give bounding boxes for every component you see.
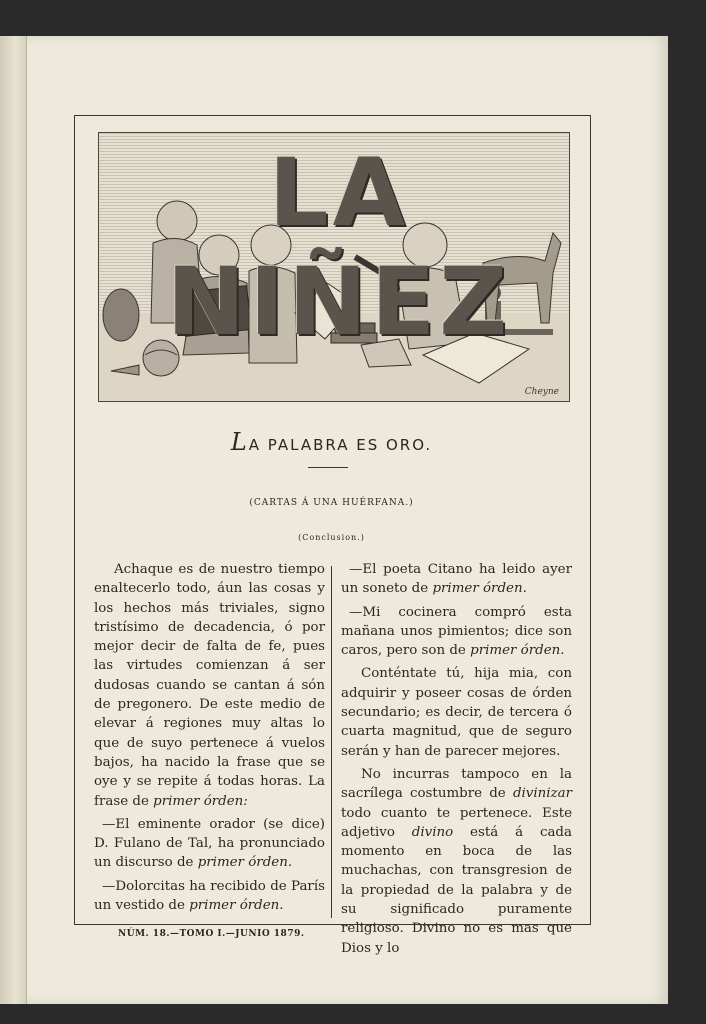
paragraph-text: —El eminente orador (se dice) D. Fulano de Tal, ha pronunciado un discurso de — [94, 816, 325, 871]
paragraph-text: —Dolorcitas ha recibido de París un vestido de — [94, 878, 325, 914]
paragraph-text: —Mi cocinera compró esta mañana unos pimientos; dice son caros, pero son de — [341, 604, 572, 659]
column-divider — [331, 566, 332, 918]
paragraph-text: está á cada momento en boca de las muchachas, con transgresion de la propiedad de la palabra y de su significado puramente religioso. Divino no es mas que Dios y lo — [341, 824, 572, 956]
paragraph — [94, 560, 325, 811]
paragraph-text: —El poeta Citano ha leido ayer un soneto de — [341, 562, 572, 597]
paragraph-text: todo cuanto te pertenece. Este adjetivo — [341, 805, 572, 840]
title-rest: A PALABRA ES ORO. — [248, 436, 433, 454]
masthead-title: LA NIÑEZ — [166, 139, 512, 357]
paragraph — [94, 877, 325, 916]
title-divider — [308, 467, 348, 468]
right-column — [341, 560, 572, 962]
article-subtitle: (CARTAS Á UNA HUÉRFANA.) — [249, 498, 414, 508]
issue-footer: NÚM. 18.—TOMO I.—JUNIO 1879. — [118, 929, 305, 939]
engraver-signature: Cheyne — [524, 387, 559, 397]
emphasis-text: primer órden. — [470, 643, 565, 659]
emphasis-text: primer órden. — [189, 898, 284, 914]
paragraph — [341, 765, 572, 958]
emphasis-text: primer órden. — [432, 581, 527, 597]
emphasis-text: primer órden: — [153, 793, 248, 809]
paragraph — [341, 603, 572, 661]
paragraph: Conténtate tú, hija mia, con adquirir y poseer cosas de órden secundario; es decir, de tercera ó cuarta magnitud, que de seguro serán y han de parecer mejores. — [341, 666, 572, 759]
emphasis-text: primer órden. — [197, 855, 293, 871]
paragraph-text: Achaque es de nuestro tiempo enaltecerlo todo, áun las cosas y los hechos más triviales, signo tristísimo de decadencia, ó por mejor decir de falta de fe, pues las virtudes comienzan á ser dudosas cuando se cantan á són de pregonero. De este medio de elevar á regiones muy altas lo que de suyo pertenece á vuelos bajos, ha nacido la frase que se oye y se repite á todas horas. La frase de — [94, 562, 325, 809]
left-column — [94, 560, 325, 919]
paragraph — [94, 815, 325, 873]
article-title — [74, 428, 589, 456]
title-initial: L — [230, 428, 249, 456]
emphasis-text: divino — [411, 824, 454, 840]
paragraph-text: No incurras tampoco en la sacrílega costumbre de — [341, 766, 572, 802]
book-spine — [0, 36, 27, 1004]
masthead-illustration — [98, 132, 570, 402]
paragraph — [341, 560, 572, 599]
emphasis-text: divinizar — [512, 786, 572, 802]
conclusion-note: (Conclusion.) — [298, 533, 365, 542]
